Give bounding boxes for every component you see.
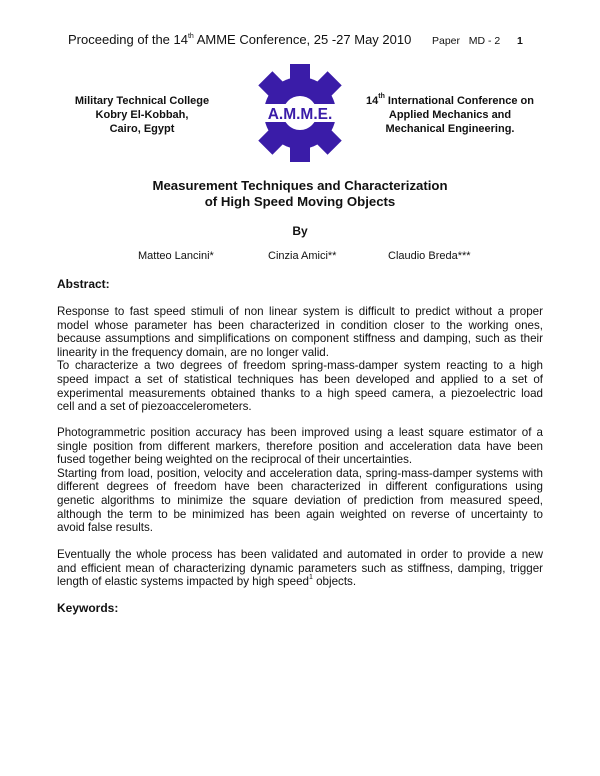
text-line: Starting from load, position, velocity and acceleration data, spring-mass-damper systems with <box>57 466 543 480</box>
abstract-heading: Abstract: <box>57 277 110 291</box>
institution-line: Cairo, Egypt <box>109 123 175 135</box>
proceeding-text: Proceeding of the 14 <box>68 32 188 47</box>
institution-left <box>52 94 232 136</box>
institution-text: International Conference on <box>384 95 534 107</box>
page-number: 1 <box>517 35 523 47</box>
text-line: Eventually the whole process has been validated and automated in order to provide a new <box>57 548 543 561</box>
abstract-last-line <box>57 575 543 589</box>
author-1: Matteo Lancini* <box>138 250 214 262</box>
text-line: To characterize a two degrees of freedom spring-mass-damper system reacting to a high <box>57 359 543 373</box>
text-line: avoid false results. <box>57 521 154 535</box>
superscript: th <box>378 93 385 100</box>
proceeding-header <box>68 32 411 47</box>
institution-text: 14 <box>366 95 379 107</box>
text-line: single position from different markers, therefore position and acceleration data have been <box>57 439 543 453</box>
institution-line: Mechanical Engineering. <box>385 123 515 135</box>
keywords-heading: Keywords: <box>57 601 119 615</box>
abstract-paragraph-2 <box>57 426 543 535</box>
text-line <box>57 575 543 589</box>
text-line: linearity in the frequency domain, are no longer valid. <box>57 345 329 359</box>
abstract-paragraph-3 <box>57 548 543 575</box>
text-line: although the term to be minimized has been again weighted on reverse of uncertainty to <box>57 507 543 521</box>
line-text: length of elastic systems impacted by high speed <box>57 575 309 589</box>
line-text: objects. <box>312 575 357 589</box>
institution-right <box>355 94 545 136</box>
text-line: speed impact a set of statistical techniques has been developed and applied to a set of <box>57 372 543 386</box>
text-line: model whose parameter has been characterized in condition closer to the working ones, <box>57 318 543 332</box>
institution-line: Kobry El-Kobbah, <box>95 109 189 121</box>
text-line: because assumptions and simplifications on component stiffness and damping, such as their <box>57 332 543 346</box>
title-line: of High Speed Moving Objects <box>204 194 396 209</box>
text-line: genetic algorithms to minimize the square deviation of prediction from measured speed, <box>57 493 543 507</box>
author-3: Claudio Breda*** <box>388 250 471 262</box>
institution-line <box>355 94 545 108</box>
superscript: th <box>187 33 194 40</box>
text-line: and efficient mean of characterizing dynamic parameters such as stiffness, damping, trigger <box>57 561 543 575</box>
text-line: experimental measurements obtained thanks to a high speed camera, a piezoelectric load <box>57 386 543 400</box>
footnote-marker: 1 <box>308 574 313 582</box>
institution-line: Applied Mechanics and <box>388 109 512 121</box>
by-label: By <box>292 224 308 238</box>
text-line: different degrees of freedom have been characterized in different configurations using <box>57 480 543 494</box>
text-line: cell and a set of piezoaccelerometers. <box>57 400 252 414</box>
proceeding-text: AMME Conference, 25 -27 May 2010 <box>193 32 412 47</box>
title-line: Measurement Techniques and Characterization <box>152 178 448 193</box>
text-line: Response to fast speed stimuli of non linear system is difficult to predict without a proper <box>57 305 543 318</box>
text-line: Photogrammetric position accuracy has been improved using a least square estimator of a <box>57 426 543 439</box>
author-2: Cinzia Amici** <box>268 250 337 262</box>
paper-id: Paper MD - 2 <box>432 35 501 47</box>
institution-line: Military Technical College <box>74 95 210 107</box>
abstract-paragraph-1 <box>57 305 543 414</box>
paper-title <box>0 178 600 210</box>
text-line: fused together being weighted on the reciprocal of their uncertainties. <box>57 453 413 467</box>
amme-logo <box>250 64 350 162</box>
logo-text: A.M.M.E. <box>267 106 333 123</box>
